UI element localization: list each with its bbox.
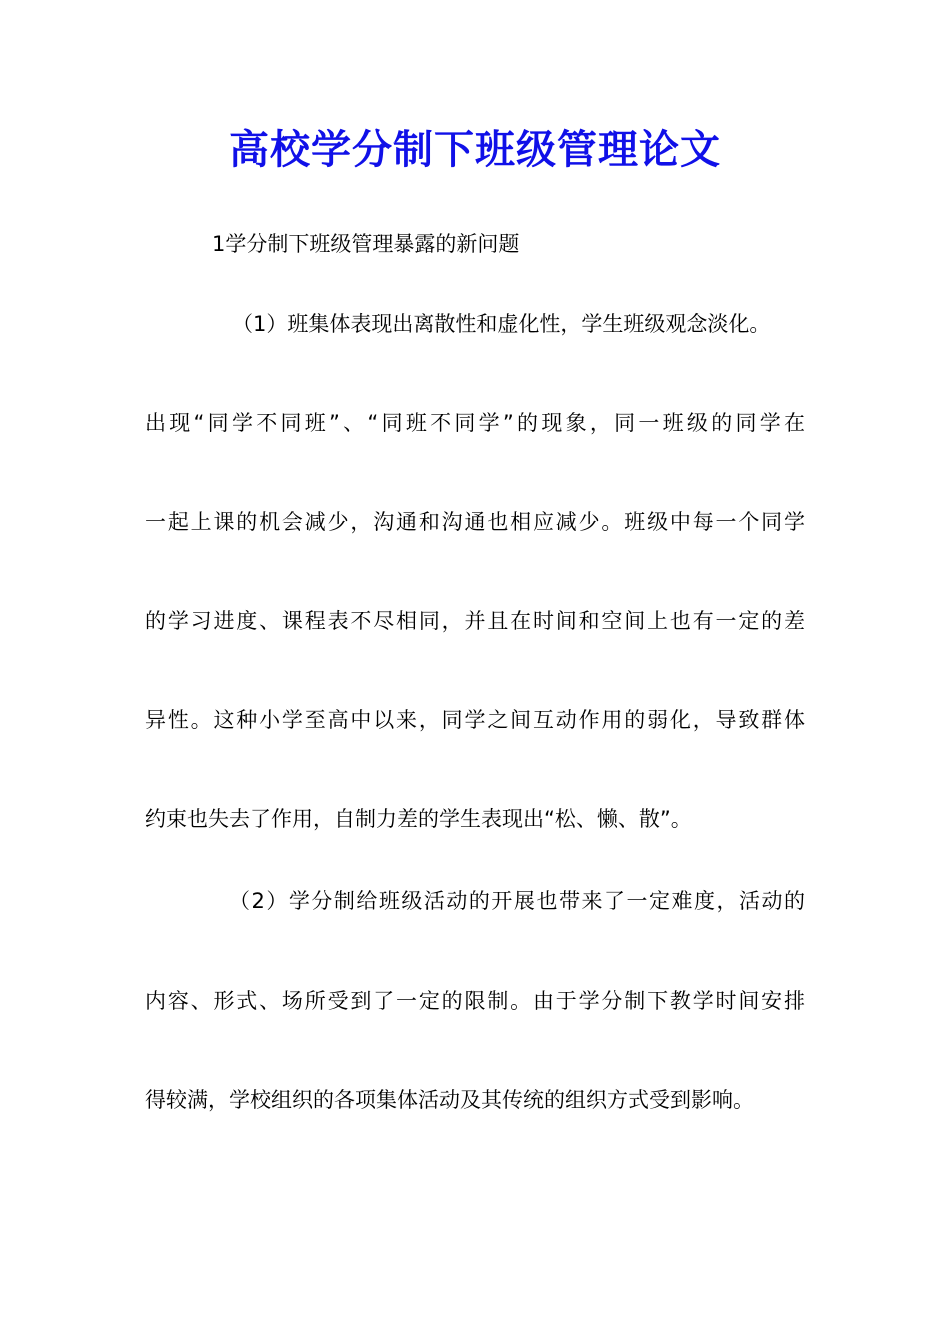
paragraph-1-line-4: 的学习进度、课程表不尽相同，并且在时间和空间上也有一定的差	[145, 609, 805, 633]
paragraph-1-line-3: 一起上课的机会减少，沟通和沟通也相应减少。班级中每一个同学	[145, 510, 805, 534]
document-title: 高校学分制下班级管理论文	[229, 126, 721, 173]
paragraph-2-line-2: 内容、形式、场所受到了一定的限制。由于学分制下教学时间安排	[145, 989, 805, 1013]
section-heading: 1学分制下班级管理暴露的新问题	[212, 232, 520, 256]
paragraph-2-line-3: 得较满，学校组织的各项集体活动及其传统的组织方式受到影响。	[145, 1088, 754, 1112]
paragraph-1-line-5: 异性。这种小学至高中以来，同学之间互动作用的弱化，导致群体	[145, 708, 805, 732]
paragraph-1-line-6: 约束也失去了作用，自制力差的学生表现出“松、懒、散”。	[145, 807, 692, 831]
paragraph-2-line-1: （2）学分制给班级活动的开展也带来了一定难度，活动的	[229, 889, 805, 913]
paragraph-1-line-2: 出现“同学不同班”、“同班不同学”的现象，同一班级的同学在	[145, 411, 805, 435]
paragraph-1-line-1: （1）班集体表现出离散性和虚化性，学生班级观念淡化。	[232, 312, 771, 336]
